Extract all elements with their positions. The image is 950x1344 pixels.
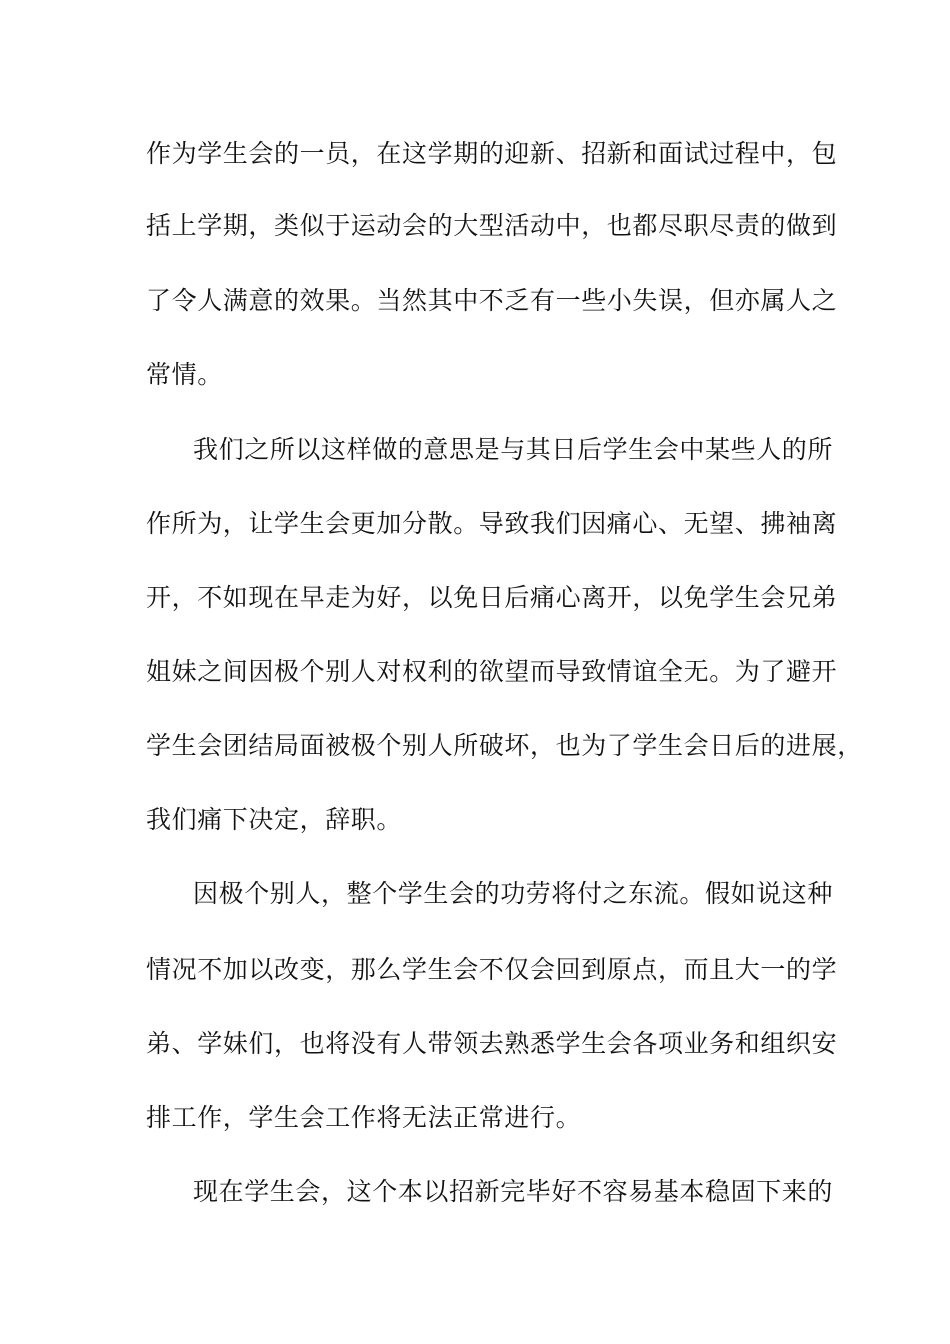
- paragraph-line: 因极个别人，整个学生会的功劳将付之东流。假如说这种: [193, 879, 834, 908]
- paragraph-line: 情况不加以改变，那么学生会不仅会回到原点，而且大一的学: [146, 955, 838, 984]
- paragraph-line: 开，不如现在早走为好，以免日后痛心离开，以免学生会兄弟: [146, 583, 838, 612]
- paragraph-line: 弟、学妹们，也将没有人带领去熟悉学生会各项业务和组织安: [146, 1029, 838, 1058]
- paragraph-line: 作为学生会的一员，在这学期的迎新、招新和面试过程中，包: [146, 139, 838, 168]
- paragraph-line: 括上学期，类似于运动会的大型活动中，也都尽职尽责的做到: [146, 211, 838, 240]
- paragraph-line: 姐妹之间因极个别人对权利的欲望而导致情谊全无。为了避开: [146, 657, 838, 686]
- paragraph-line: 我们痛下决定，辞职。: [146, 805, 403, 834]
- paragraph-line: 了令人满意的效果。当然其中不乏有一些小失误，但亦属人之: [146, 286, 838, 315]
- paragraph-line: 常情。: [146, 360, 223, 389]
- paragraph-line: 现在学生会，这个本以招新完毕好不容易基本稳固下来的: [193, 1177, 834, 1206]
- paragraph-line: 学生会团结局面被极个别人所破坏，也为了学生会日后的进展，: [146, 731, 863, 760]
- paragraph-line: 作所为，让学生会更加分散。导致我们因痛心、无望、拂袖离: [146, 509, 838, 538]
- paragraph-line: 我们之所以这样做的意思是与其日后学生会中某些人的所: [193, 435, 834, 464]
- paragraph-line: 排工作，学生会工作将无法正常进行。: [146, 1103, 582, 1132]
